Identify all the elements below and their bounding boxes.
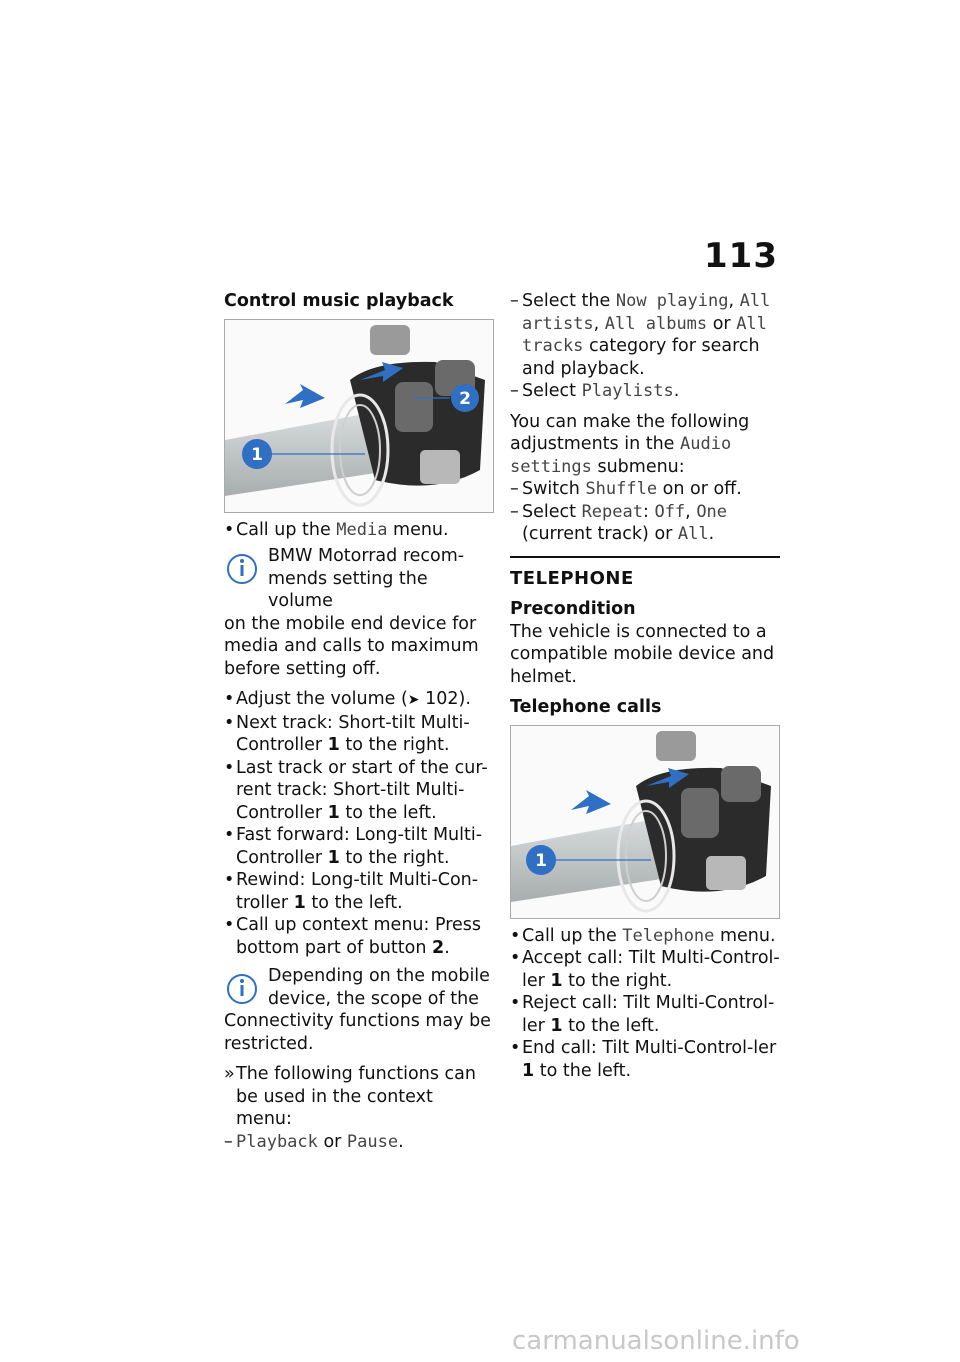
heading-control-music: Control music playback [224, 291, 454, 311]
figure-telephone-controls [510, 725, 780, 919]
callout-1: 1 [535, 850, 547, 871]
list-item: • Call up the Media menu. [224, 519, 492, 542]
bullet-list-telephone [510, 925, 780, 1083]
figure-music-controls [224, 319, 494, 513]
handlebar-illustration [225, 320, 493, 512]
note-volume: BMW Motorrad recom-mends setting the volume on the mobile end device for media and calls to maximum before setting off. [224, 546, 479, 679]
list-item: – Switch Shuffle on or off. [510, 478, 780, 501]
list-item: • Fast forward: Long-tilt Multi-Controller 1 to the right. [224, 824, 492, 869]
paragraph-audio-settings: You can make the following adjustments in the Audio settings submenu: [510, 411, 750, 477]
page-ref-icon: ➤ [407, 692, 420, 708]
info-icon [224, 547, 264, 587]
section-divider [510, 556, 780, 558]
callout-2: 2 [459, 388, 471, 409]
right-column [510, 290, 780, 1082]
info-icon [224, 967, 264, 1007]
bullet-list-playback [224, 688, 492, 959]
page-number: 113 [704, 236, 778, 276]
list-item: • Next track: Short-tilt Multi-Controller 1 to the right. [224, 712, 492, 757]
section-title-telephone: TELEPHONE [510, 567, 634, 589]
list-item: • Call up context menu: Press bottom part of button 2. [224, 914, 492, 959]
left-column [224, 290, 492, 1153]
list-item: • Adjust the volume (➤ 102). [224, 688, 492, 712]
list-item: – Select Repeat: Off, One (current track) or All. [510, 501, 780, 546]
heading-telephone-calls: Telephone calls [510, 697, 662, 717]
list-item: • Accept call: Tilt Multi-Control-ler 1 to the right. [510, 947, 780, 992]
precondition-text: The vehicle is connected to a compatible mobile device and helmet. [510, 621, 775, 687]
list-item: – Select the Now playing, All artists, All albums or All tracks category for search and playback. [510, 290, 780, 380]
dash-list-context [224, 1131, 492, 1154]
list-item: – Select Playlists. [510, 380, 780, 403]
dash-list-audio [510, 478, 780, 546]
list-item: – Playback or Pause. [224, 1131, 492, 1154]
handlebar-illustration [511, 726, 779, 918]
heading-precondition: Precondition [510, 599, 636, 619]
list-item: • Reject call: Tilt Multi-Control-ler 1 to the left. [510, 992, 780, 1037]
list-item: • Last track or start of the cur-rent track: Short-tilt Multi-Controller 1 to the left. [224, 757, 492, 825]
list-item: • End call: Tilt Multi-Control-ler 1 to the left. [510, 1037, 780, 1082]
list-item: • Call up the Telephone menu. [510, 925, 780, 948]
dash-list-select [510, 290, 780, 403]
bullet-list-media [224, 519, 492, 542]
watermark: carmanualsonline.info [512, 1326, 800, 1356]
callout-1: 1 [251, 444, 263, 465]
result-context-menu: » The following functions can be used in the context menu: [224, 1063, 492, 1131]
list-item: • Rewind: Long-tilt Multi-Con-troller 1 to the left. [224, 869, 492, 914]
note-connectivity: Depending on the mobile device, the scope of the Connectivity functions may be restricted. [224, 966, 491, 1054]
